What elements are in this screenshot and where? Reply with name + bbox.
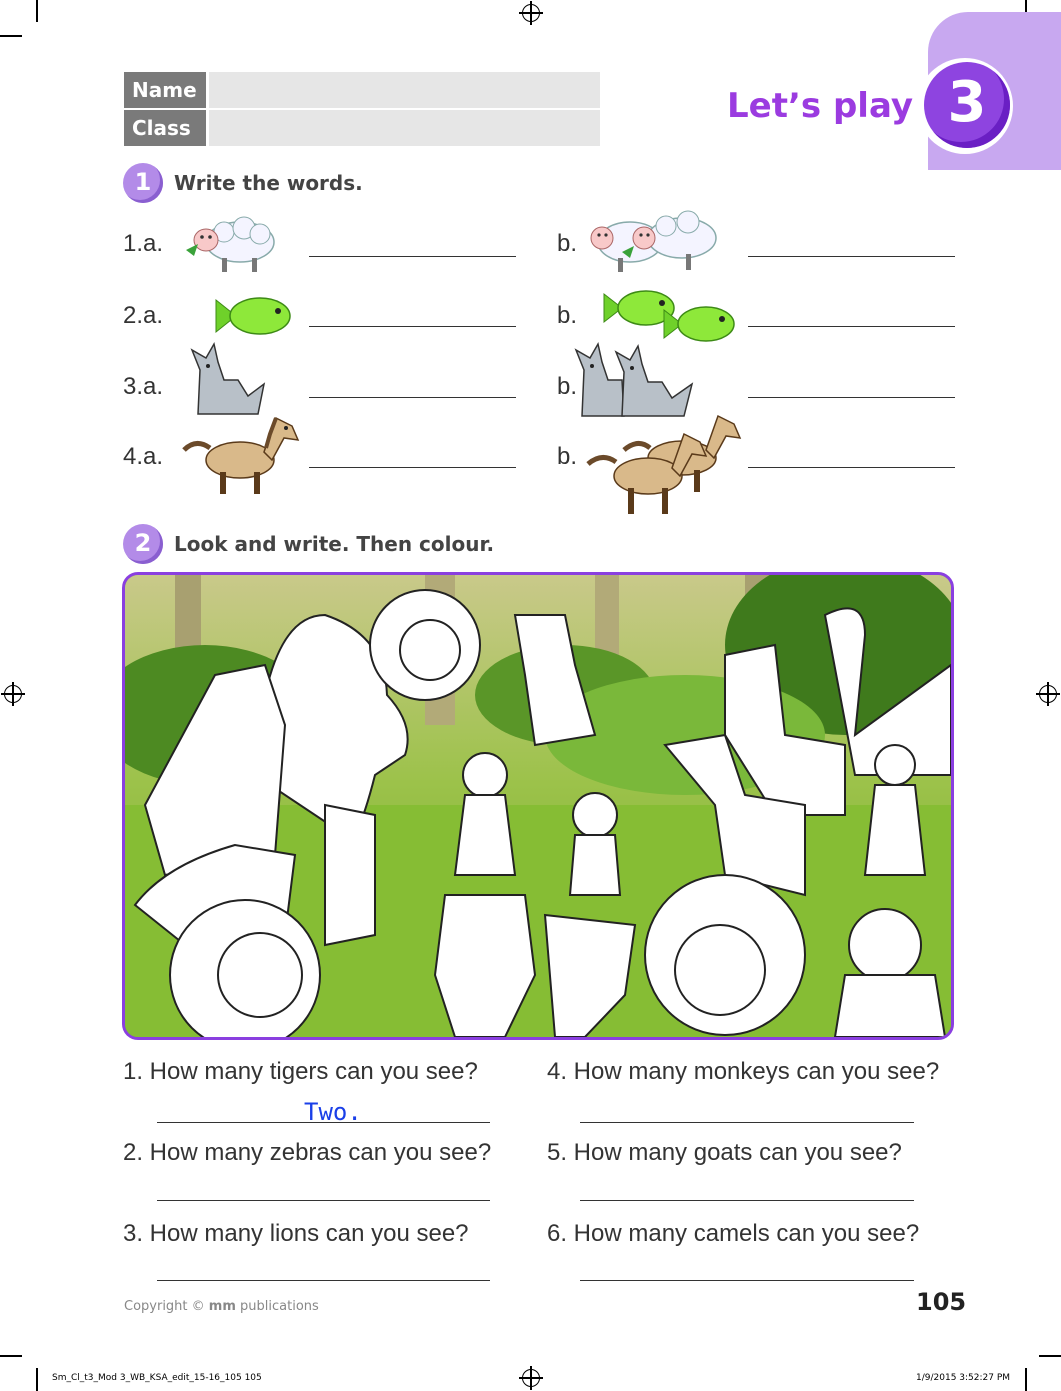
question-1: 1. How many tigers can you see? [123, 1058, 478, 1085]
crop-mark [36, 1368, 38, 1391]
row-1a-label: 1.a. [123, 230, 164, 257]
copyright-prefix: Copyright © [124, 1299, 205, 1314]
print-slug-left: Sm_Cl_t3_Mod 3_WB_KSA_edit_15-16_105 105 [52, 1373, 262, 1383]
unit-number: 3 [947, 70, 987, 135]
unit-badge [924, 62, 1010, 148]
answer-line-4a[interactable] [309, 467, 516, 468]
fish-icon [214, 294, 294, 338]
answer-line-4b[interactable] [748, 467, 955, 468]
answer-line-q4[interactable] [580, 1122, 914, 1123]
section-number-2: 2 [123, 524, 163, 564]
section-1-instruction: Write the words. [174, 171, 363, 195]
section-number-1: 1 [123, 163, 163, 203]
class-field[interactable] [209, 110, 600, 146]
jungle-scene [125, 575, 951, 1037]
sheep-icon [182, 210, 280, 276]
copyright [124, 1299, 319, 1314]
row-3b-label: b. [557, 373, 578, 400]
name-label: Name [124, 72, 206, 108]
registration-mark-icon [522, 4, 540, 22]
row-2b-label: b. [557, 302, 578, 329]
question-3: 3. How many lions can you see? [123, 1220, 469, 1247]
answer-line-3a[interactable] [309, 397, 516, 398]
publisher-brand: mm [208, 1299, 236, 1314]
answer-line-1b[interactable] [748, 256, 955, 257]
print-slug-right: 1/9/2015 3:52:27 PM [916, 1373, 1011, 1383]
answer-line-q1[interactable] [157, 1122, 490, 1123]
two-horses-icon [584, 404, 744, 522]
section-2-instruction: Look and write. Then colour. [174, 532, 495, 556]
jungle-animals-illustration [122, 572, 954, 1040]
publisher-name: publications [240, 1299, 319, 1314]
answer-line-q6[interactable] [580, 1280, 914, 1281]
registration-mark-icon [1039, 685, 1057, 703]
two-fish-icon [602, 288, 738, 346]
registration-mark-icon [522, 1369, 540, 1387]
answer-line-q2[interactable] [157, 1200, 490, 1201]
question-4: 4. How many monkeys can you see? [547, 1058, 940, 1085]
row-1b-label: b. [557, 230, 578, 257]
question-6: 6. How many camels can you see? [547, 1220, 920, 1247]
answer-line-q5[interactable] [580, 1200, 914, 1201]
question-2: 2. How many zebras can you see? [123, 1139, 492, 1166]
row-4b-label: b. [557, 443, 578, 470]
row-4a-label: 4.a. [123, 443, 164, 470]
page-title: Let’s play [727, 86, 914, 126]
answer-line-q3[interactable] [157, 1280, 490, 1281]
answer-line-3b[interactable] [748, 397, 955, 398]
answer-line-2b[interactable] [748, 326, 955, 327]
answer-line-1a[interactable] [309, 256, 516, 257]
answer-line-2a[interactable] [309, 326, 516, 327]
name-field[interactable] [209, 72, 600, 108]
answer-1[interactable]: Two. [304, 1098, 362, 1126]
crop-mark [1025, 1368, 1027, 1391]
crop-mark [0, 1355, 22, 1357]
question-5: 5. How many goats can you see? [547, 1139, 902, 1166]
class-label: Class [124, 110, 206, 146]
page-number: 105 [916, 1288, 967, 1316]
crop-mark [1039, 1355, 1061, 1357]
row-3a-label: 3.a. [123, 373, 164, 400]
row-2a-label: 2.a. [123, 302, 164, 329]
registration-mark-icon [4, 685, 22, 703]
crop-mark [0, 35, 22, 37]
horse-icon [180, 404, 302, 500]
two-sheep-icon [582, 208, 722, 278]
crop-mark [36, 0, 38, 22]
